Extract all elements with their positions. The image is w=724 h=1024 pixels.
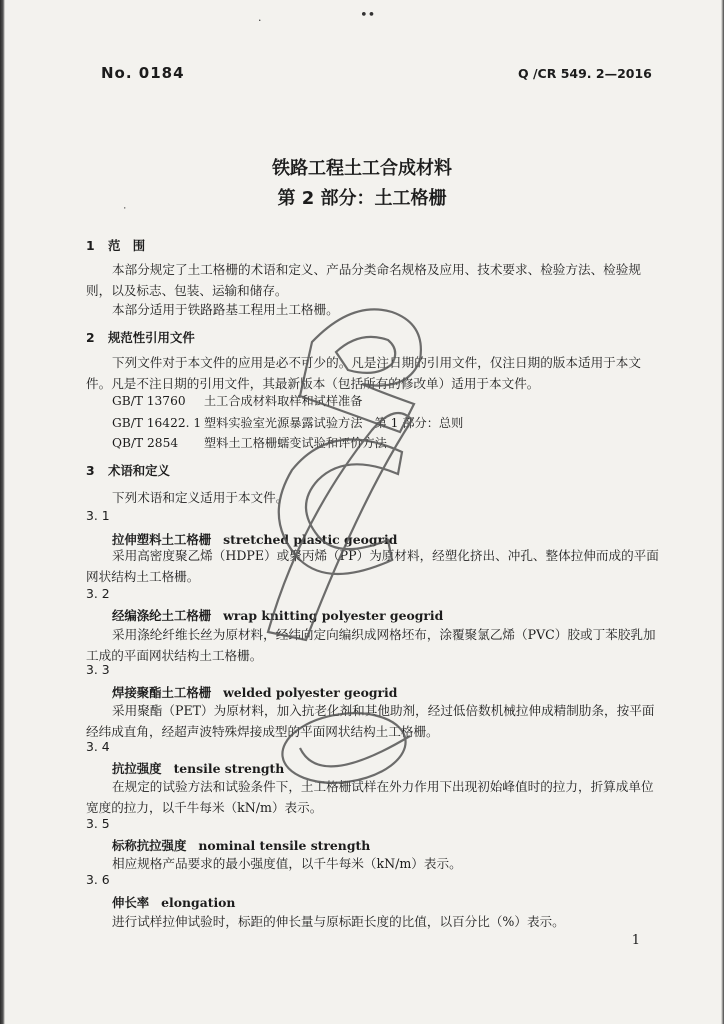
term-definition: 在规定的试验方法和试验条件下，土工格栅试样在外力作用下出现初始峰值时的拉力，折算成单位宽度的拉力，以千牛每米（kN/m）表示。 xyxy=(86,779,654,815)
section-number: 2 xyxy=(86,330,95,345)
term-en: stretched plastic geogrid xyxy=(223,532,398,547)
section-title: 范 围 xyxy=(108,238,146,253)
normative-reference xyxy=(112,414,463,431)
standard-code: Q /CR 549. 2—2016 xyxy=(518,66,652,81)
term-heading xyxy=(112,836,370,854)
section-title: 术语和定义 xyxy=(108,463,170,478)
reference-code: QB/T 2854 xyxy=(112,436,179,450)
term-en: welded polyester geogrid xyxy=(223,685,398,700)
term-en: wrap knitting polyester geogrid xyxy=(223,608,444,623)
term-definition: 进行试样拉伸试验时，标距的伸长量与原标距长度的比值，以百分比（%）表示。 xyxy=(112,914,565,929)
scan-speck: · xyxy=(258,14,262,27)
scan-speck: ˙ xyxy=(122,206,128,219)
reference-title: 塑料实验室光源暴露试验方法 第 1 部分：总则 xyxy=(204,416,464,430)
section-2-paragraph: 下列文件对于本文件的应用是必不可少的。凡是注日期的引用文件，仅注日期的版本适用于本文件。凡是不注日期的引用文件，其最新版本（包括所有的修改单）适用于本文件。 xyxy=(86,355,641,391)
term-en: tensile strength xyxy=(173,761,285,776)
term-heading xyxy=(112,893,235,911)
document-title: 铁路工程土工合成材料 xyxy=(272,158,452,179)
document-subtitle: 第 2 部分：土工格栅 xyxy=(277,188,447,209)
term-number: 3. 5 xyxy=(86,816,110,831)
reference-code: GB/T 16422. 1 xyxy=(112,416,202,430)
term-definition: 相应规格产品要求的最小强度值，以千牛每米（kN/m）表示。 xyxy=(112,856,462,871)
term-zh: 经编涤纶土工格栅 xyxy=(112,608,212,623)
section-3-heading xyxy=(86,461,170,479)
normative-reference xyxy=(112,434,387,451)
term-zh: 拉伸塑料土工格栅 xyxy=(112,532,212,547)
section-number: 1 xyxy=(86,238,95,253)
section-1-paragraph: 本部分规定了土工格栅的术语和定义、产品分类命名规格及应用、技术要求、检验方法、检验规则，以及标志、包装、运输和储存。 xyxy=(86,262,641,298)
term-number: 3. 2 xyxy=(86,586,110,601)
document-number: No. 0184 xyxy=(101,64,185,82)
section-2-heading xyxy=(86,328,195,346)
term-zh: 标称抗拉强度 xyxy=(112,838,187,853)
page-number: 1 xyxy=(631,933,640,948)
term-zh: 抗拉强度 xyxy=(112,761,162,776)
reference-title: 土工合成材料取样和试样准备 xyxy=(204,394,363,408)
term-heading xyxy=(112,606,443,624)
term-number: 3. 3 xyxy=(86,662,110,677)
normative-reference xyxy=(112,392,362,409)
reference-title: 塑料土工格栅蠕变试验和评价方法 xyxy=(204,436,387,450)
term-zh: 伸长率 xyxy=(112,895,150,910)
term-number: 3. 6 xyxy=(86,872,110,887)
term-heading xyxy=(112,683,397,701)
term-number: 3. 1 xyxy=(86,508,110,523)
term-en: nominal tensile strength xyxy=(198,838,371,853)
term-en: elongation xyxy=(161,895,236,910)
section-number: 3 xyxy=(86,463,95,478)
reference-code: GB/T 13760 xyxy=(112,394,186,408)
term-definition: 采用聚酯（PET）为原材料，加入抗老化剂和其他助剂，经过低倍数机械拉伸成精制肋条，按平面经纬成直角，经超声波特殊焊接成型的平面网状结构土工格栅。 xyxy=(86,703,655,739)
term-definition: 采用涤纶纤维长丝为原材料，经纬向定向编织成网格坯布，涂覆聚氯乙烯（PVC）胶或丁苯胶乳加工成的平面网状结构土工格栅。 xyxy=(86,627,656,663)
term-number: 3. 4 xyxy=(86,739,110,754)
section-title: 规范性引用文件 xyxy=(108,330,195,345)
term-definition: 采用高密度聚乙烯（HDPE）或聚丙烯（PP）为原材料，经塑化挤出、冲孔、整体拉伸而成的平面网状结构土工格栅。 xyxy=(86,548,659,584)
term-zh: 焊接聚酯土工格栅 xyxy=(112,685,212,700)
section-1-paragraph: 本部分适用于铁路路基工程用土工格栅。 xyxy=(112,302,339,317)
section-1-heading xyxy=(86,236,145,254)
section-3-intro: 下列术语和定义适用于本文件。 xyxy=(112,490,289,505)
scan-speck: •• xyxy=(360,8,376,23)
term-heading xyxy=(112,759,284,777)
